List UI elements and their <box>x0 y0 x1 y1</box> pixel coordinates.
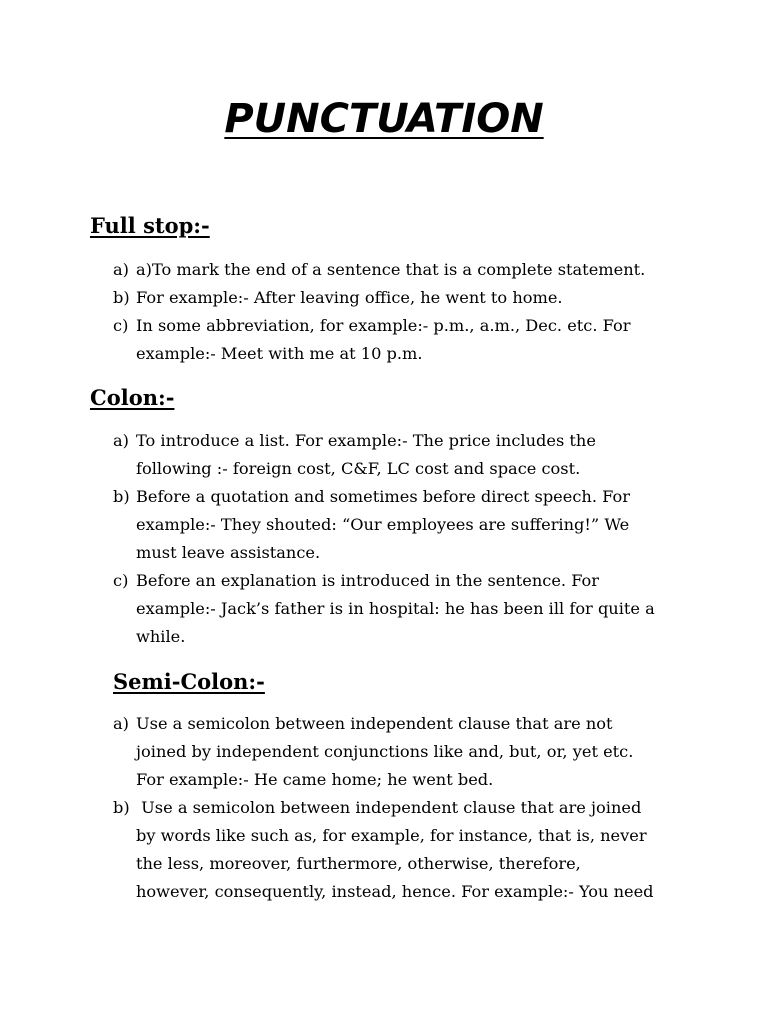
list-marker: c) <box>113 316 129 335</box>
list-item <box>113 710 713 794</box>
list-item-text: example:- They shouted: “Our employees are suffering!” We <box>136 515 630 534</box>
list-item-text: however, consequently, instead, hence. For example:- You need <box>136 882 654 901</box>
list-item <box>113 483 713 567</box>
list-item <box>113 312 713 368</box>
list-item-text: For example:- After leaving office, he went to home. <box>136 288 563 307</box>
list-marker: a) <box>113 431 129 450</box>
list-marker: b) <box>113 288 130 307</box>
list-item <box>113 794 713 906</box>
list-item-text: a)To mark the end of a sentence that is a complete statement. <box>136 260 646 279</box>
list-marker: b) <box>113 487 130 506</box>
list-item-text: example:- Meet with me at 10 p.m. <box>136 344 423 363</box>
list-item <box>113 284 713 312</box>
semi-colon-list <box>113 710 713 906</box>
colon-list <box>113 427 713 651</box>
list-item-text: In some abbreviation, for example:- p.m., a.m., Dec. etc. For <box>136 316 631 335</box>
list-item-text: Use a semicolon between independent clause that are not <box>136 714 613 733</box>
list-marker: a) <box>113 260 129 279</box>
section-heading-semi-colon: Semi-Colon:- <box>113 669 265 694</box>
list-item-text: For example:- He came home; he went bed. <box>136 770 494 789</box>
list-item <box>113 427 713 483</box>
list-item-text: by words like such as, for example, for instance, that is, never <box>136 826 647 845</box>
list-item-text: Use a semicolon between independent clause that are joined <box>136 798 642 817</box>
list-item-text: Before an explanation is introduced in the sentence. For <box>136 571 600 590</box>
list-item-text: joined by independent conjunctions like and, but, or, yet etc. <box>136 742 634 761</box>
list-item-text: while. <box>136 627 186 646</box>
list-item <box>113 256 713 284</box>
list-marker: b) <box>113 798 130 817</box>
list-item-text: Before a quotation and sometimes before direct speech. For <box>136 487 630 506</box>
list-item-text: example:- Jack’s father is in hospital: he has been ill for quite a <box>136 599 655 618</box>
list-marker: c) <box>113 571 129 590</box>
section-heading-colon: Colon:- <box>90 385 175 410</box>
page-title: PUNCTUATION <box>224 96 544 142</box>
list-item-text: the less, moreover, furthermore, otherwise, therefore, <box>136 854 581 873</box>
list-item-text: following :- foreign cost, C&F, LC cost and space cost. <box>136 459 581 478</box>
list-item <box>113 567 713 651</box>
list-item-text: must leave assistance. <box>136 543 321 562</box>
full-stop-list <box>113 256 713 368</box>
list-item-text: To introduce a list. For example:- The price includes the <box>136 431 596 450</box>
section-heading-full-stop: Full stop:- <box>90 213 210 238</box>
list-marker: a) <box>113 714 129 733</box>
